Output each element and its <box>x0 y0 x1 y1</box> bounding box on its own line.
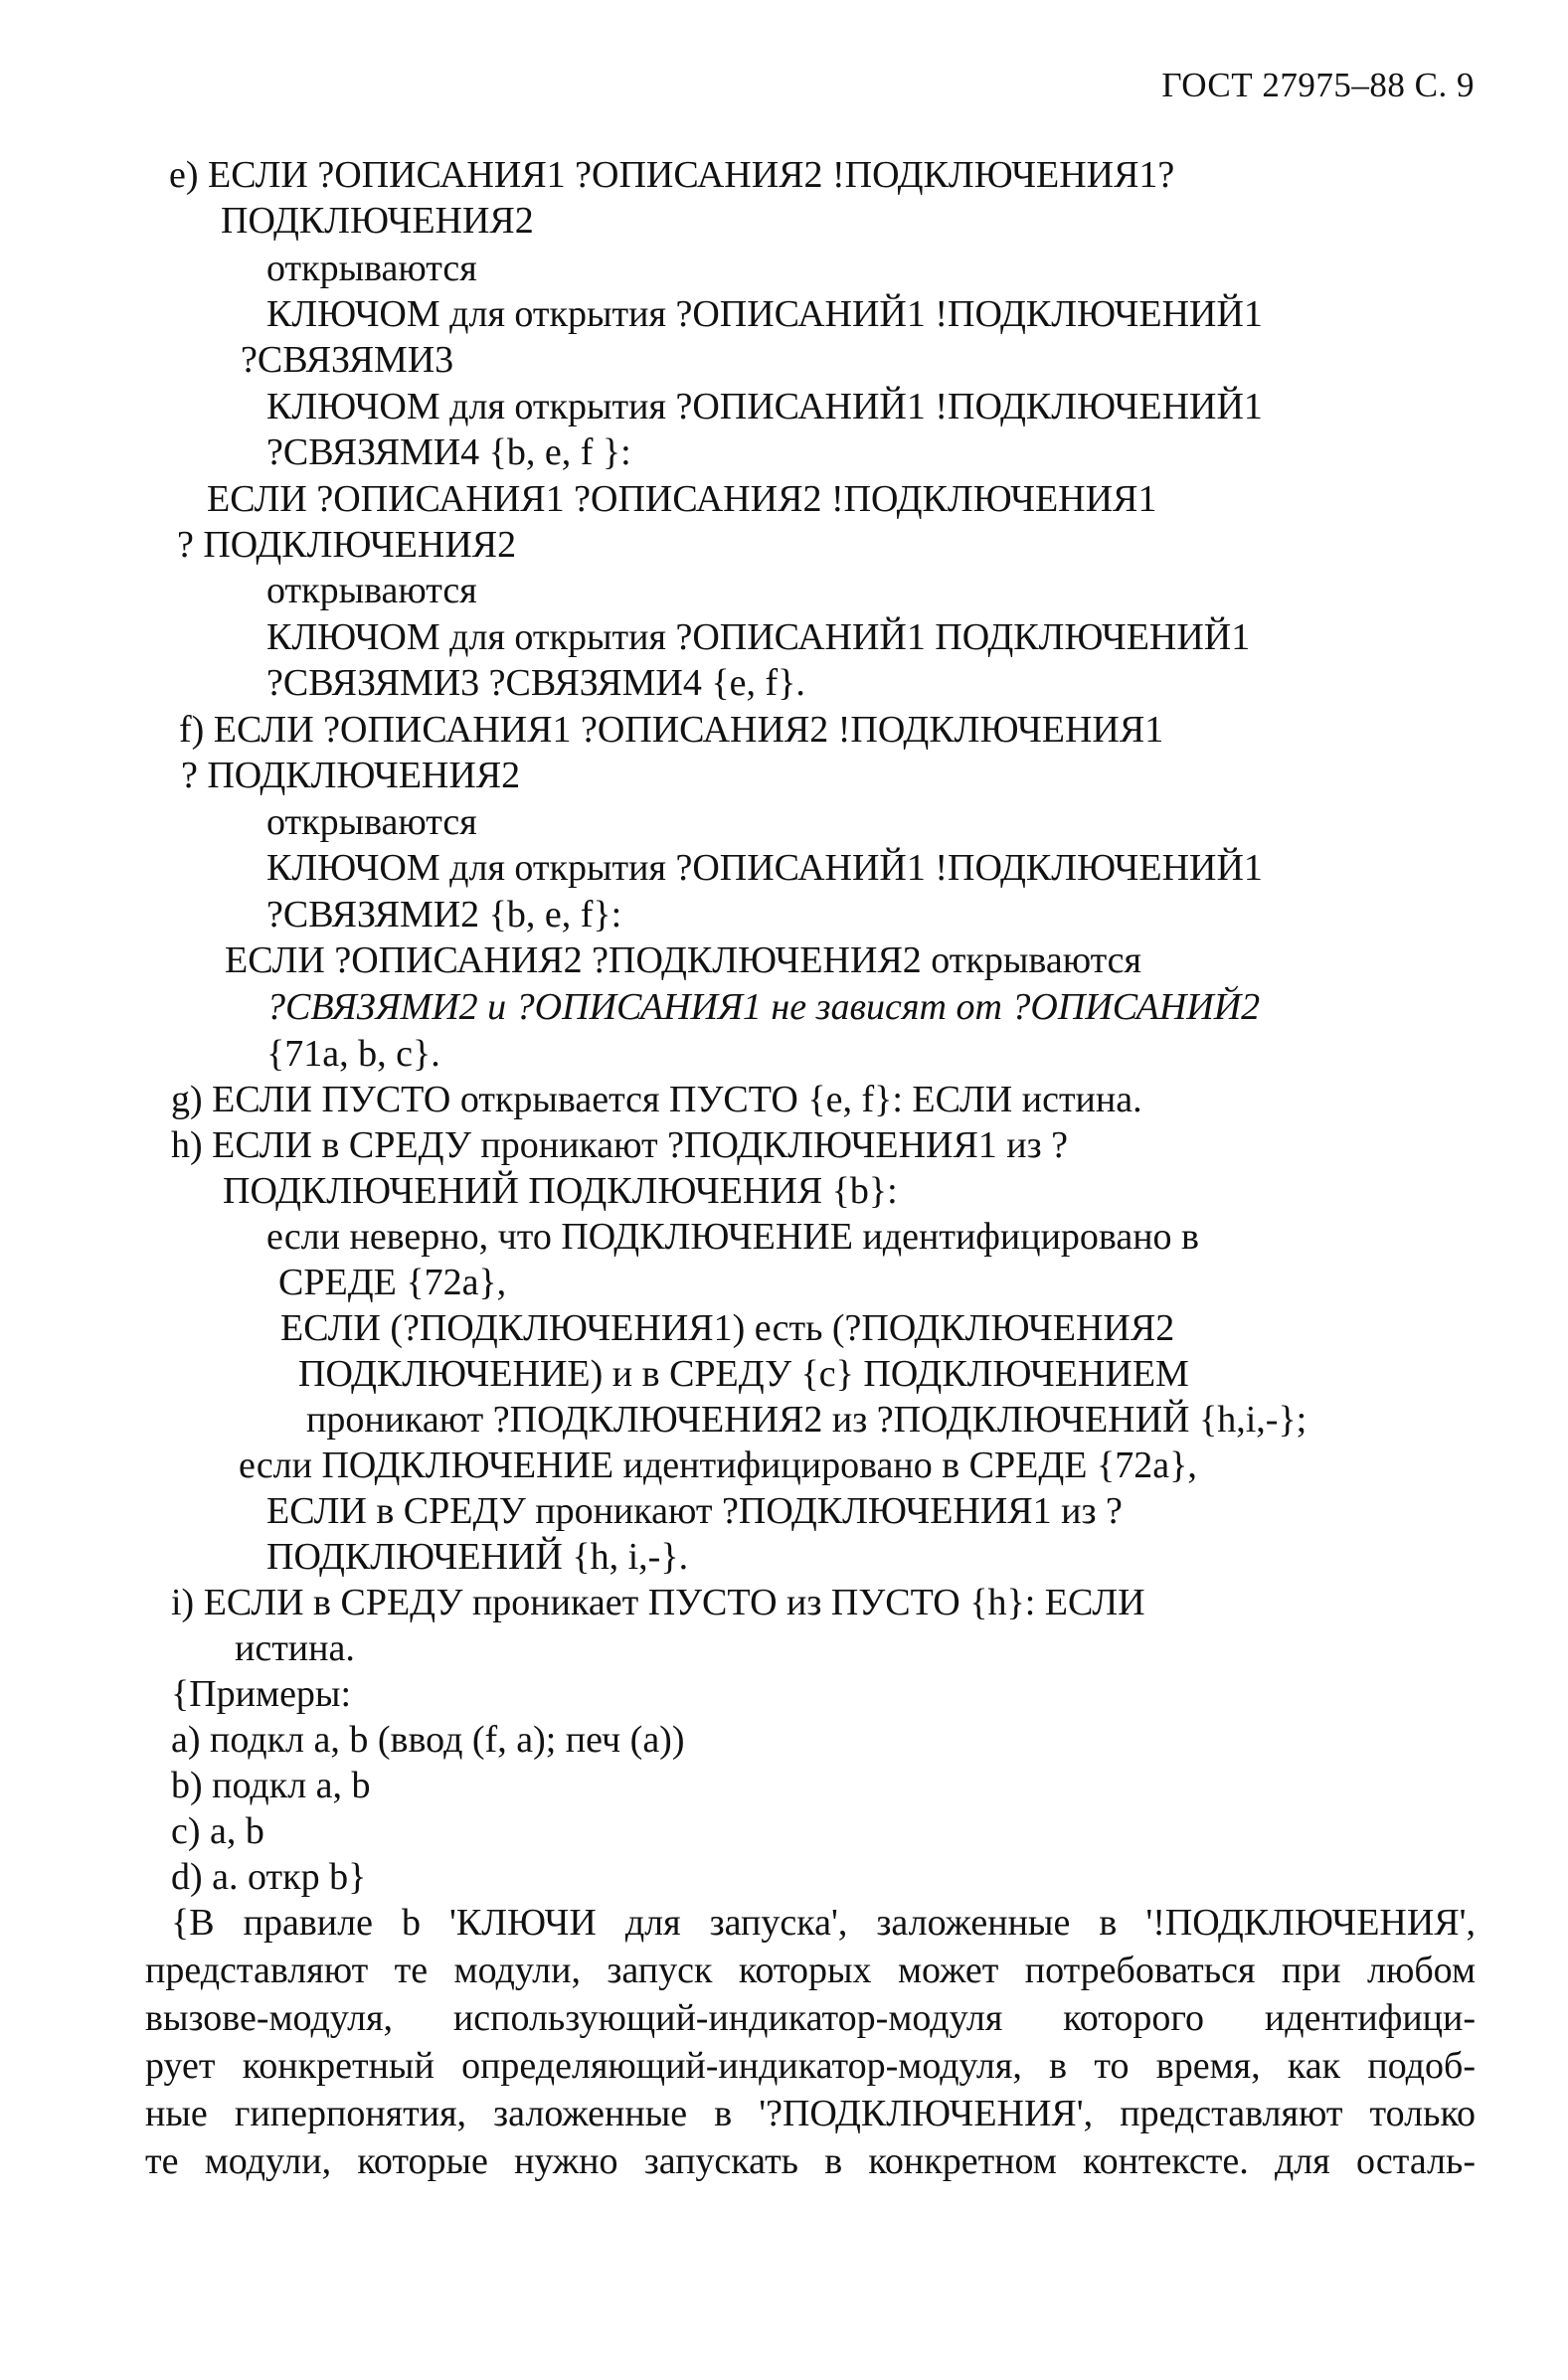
rule-f-line: f) ЕСЛИ ?ОПИСАНИЯ1 ?ОПИСАНИЯ2 !ПОДКЛЮЧЕНИЯ1 <box>179 709 1164 751</box>
rule-f-line: ЕСЛИ ?ОПИСАНИЯ2 ?ПОДКЛЮЧЕНИЯ2 открываются <box>225 939 1142 981</box>
rule-h-line: ПОДКЛЮЧЕНИЙ ПОДКЛЮЧЕНИЯ {b}: <box>223 1170 898 1212</box>
example-item: a) подкл a, b (ввод (f, a); печ (a)) <box>171 1719 685 1761</box>
paragraph-line: ные гиперпонятия, заложенные в '?ПОДКЛЮЧЕНИЯ', представляют только <box>145 2093 1476 2134</box>
rule-f-line: КЛЮЧОМ для открытия ?ОПИСАНИЙ1 !ПОДКЛЮЧЕНИЙ1 <box>266 847 1263 889</box>
rule-f-line: ?СВЯЗЯМИ2 и ?ОПИСАНИЯ1 не зависят от ?ОПИСАНИЙ2 <box>266 986 1261 1028</box>
example-item: d) a. откр b} <box>171 1856 367 1898</box>
rule-e-line: открываются <box>266 570 477 611</box>
rule-h-line: ЕСЛИ (?ПОДКЛЮЧЕНИЯ1) есть (?ПОДКЛЮЧЕНИЯ2 <box>280 1307 1175 1349</box>
rule-h-line: проникают ?ПОДКЛЮЧЕНИЯ2 из ?ПОДКЛЮЧЕНИЙ {h,i,-}; <box>306 1399 1307 1441</box>
paragraph-line: {В правиле b 'КЛЮЧИ для запуска', заложенные в '!ПОДКЛЮЧЕНИЯ', <box>171 1902 1476 1944</box>
example-item: c) a, b <box>171 1810 264 1852</box>
rule-e-line: КЛЮЧОМ для открытия ?ОПИСАНИЙ1 !ПОДКЛЮЧЕНИЙ1 <box>266 293 1263 335</box>
paragraph-line: те модули, которые нужно запускать в конкретном контексте. для осталь- <box>145 2140 1476 2182</box>
rule-e-line: ? ПОДКЛЮЧЕНИЯ2 <box>177 524 517 566</box>
rule-f-line: ?СВЯЗЯМИ2 {b, е, f}: <box>266 894 622 935</box>
rule-e-line: ПОДКЛЮЧЕНИЯ2 <box>221 200 534 242</box>
rule-h-line: если ПОДКЛЮЧЕНИЕ идентифицировано в СРЕДЕ {72a}, <box>239 1445 1197 1486</box>
rule-f-line: {71a, b, c}. <box>266 1033 440 1075</box>
rule-i-line: i) ЕСЛИ в СРЕДУ проникает ПУСТО из ПУСТО {h}: ЕСЛИ <box>171 1582 1145 1623</box>
examples-title: {Примеры: <box>171 1673 352 1715</box>
commentary-paragraph <box>145 1899 1476 2185</box>
example-item: b) подкл a, b <box>171 1765 371 1806</box>
rule-h-line: h) ЕСЛИ в СРЕДУ проникают ?ПОДКЛЮЧЕНИЯ1 из ? <box>171 1124 1069 1166</box>
rule-e-line: КЛЮЧОМ для открытия ?ОПИСАНИЙ1 ПОДКЛЮЧЕНИЙ1 <box>266 616 1251 658</box>
rule-f-line: открываются <box>266 801 477 843</box>
paragraph-line: представляют те модули, запуск которых может потребоваться при любом <box>145 1950 1476 1991</box>
rule-e-line: ?СВЯЗЯМИ3 <box>241 339 454 381</box>
rule-h-line: ПОДКЛЮЧЕНИЕ) и в СРЕДУ {c} ПОДКЛЮЧЕНИЕМ <box>298 1353 1189 1395</box>
rule-g-line: g) ЕСЛИ ПУСТО открывается ПУСТО {е, f}: ЕСЛИ истина. <box>171 1079 1142 1120</box>
rule-h-line: ЕСЛИ в СРЕДУ проникают ?ПОДКЛЮЧЕНИЯ1 из ? <box>266 1490 1123 1532</box>
rule-h-line: СРЕДЕ {72a}, <box>278 1262 507 1303</box>
rule-e-line: е) ЕСЛИ ?ОПИСАНИЯ1 ?ОПИСАНИЯ2 !ПОДКЛЮЧЕНИЯ1? <box>169 154 1175 196</box>
rule-h-line: если неверно, что ПОДКЛЮЧЕНИЕ идентифицировано в <box>266 1216 1199 1258</box>
rule-h-line: ПОДКЛЮЧЕНИЙ {h, i,-}. <box>266 1536 689 1578</box>
rule-i-line: истина. <box>235 1627 355 1669</box>
rule-e-line: ЕСЛИ ?ОПИСАНИЯ1 ?ОПИСАНИЯ2 !ПОДКЛЮЧЕНИЯ1 <box>207 478 1157 520</box>
rule-e-line: ?СВЯЗЯМИ3 ?СВЯЗЯМИ4 {е, f}. <box>266 662 805 704</box>
rule-f-line: ? ПОДКЛЮЧЕНИЯ2 <box>181 755 521 796</box>
rule-e-line: ?СВЯЗЯМИ4 {b, e, f }: <box>266 431 631 473</box>
rule-e-line: открываются <box>266 248 477 289</box>
paragraph-line: рует конкретный определяющий-индикатор-модуля, в то время, как подоб- <box>145 2045 1476 2087</box>
page-header: ГОСТ 27975–88 С. 9 <box>1161 66 1475 104</box>
paragraph-line: вызове-модуля, использующий-индикатор-модуля которого идентифици- <box>145 1997 1476 2039</box>
rule-e-line: КЛЮЧОМ для открытия ?ОПИСАНИЙ1 !ПОДКЛЮЧЕНИЙ1 <box>266 386 1263 427</box>
